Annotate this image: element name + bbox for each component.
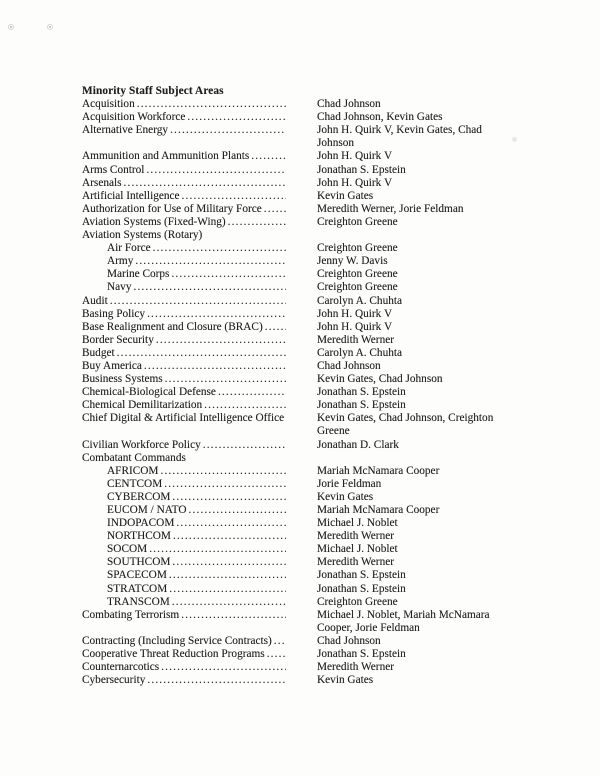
- subject-cell: [82, 124, 317, 137]
- subject-row: [82, 308, 554, 321]
- dotted-leader: [180, 190, 286, 203]
- staff-names: Jenny W. Davis: [317, 255, 388, 268]
- subject-row: [82, 190, 554, 203]
- subject-cell: [82, 504, 317, 517]
- subject-cell: [82, 321, 317, 334]
- subject-cell: [82, 543, 317, 556]
- dotted-leader: [216, 386, 286, 399]
- dotted-leader: [145, 308, 286, 321]
- dotted-leader: [135, 98, 286, 111]
- subject-cell: [82, 491, 317, 504]
- subject-cell: [82, 517, 317, 530]
- subject-row: [82, 412, 554, 438]
- dotted-leader: [169, 268, 286, 281]
- staff-names: Jonathan S. Epstein: [317, 582, 406, 595]
- staff-names: Carolyn A. Chuhta: [317, 294, 403, 307]
- subject-row: [82, 164, 554, 177]
- dotted-leader: [170, 556, 286, 569]
- subject-row: [82, 530, 554, 543]
- subject-row: [82, 295, 554, 308]
- staff-names: Meredith Werner: [317, 556, 394, 569]
- scan-speck-icon: [8, 24, 14, 30]
- staff-names: John H. Quirk V, Kevin Gates, Chad Johnson: [317, 124, 482, 150]
- dotted-leader: [151, 242, 286, 255]
- subject-row: [82, 229, 554, 242]
- subject-row: [82, 216, 554, 229]
- staff-names: Chad Johnson: [317, 634, 381, 647]
- subject-cell: [82, 295, 317, 308]
- staff-names: Jonathan S. Epstein: [317, 648, 406, 661]
- subject-label: Cooperative Threat Reduction Programs: [82, 648, 265, 661]
- dotted-leader: [163, 373, 286, 386]
- subject-label: SOUTHCOM: [107, 556, 171, 569]
- staff-names: Kevin Gates: [317, 189, 374, 202]
- subject-label: Chief Digital & Artificial Intelligence Office: [82, 412, 285, 425]
- subject-label: Aviation Systems (Rotary): [82, 229, 203, 242]
- subject-row: [82, 583, 554, 596]
- staff-names: Mariah McNamara Cooper: [317, 464, 440, 477]
- dotted-leader: [145, 674, 286, 687]
- subject-label: Border Security: [82, 333, 154, 346]
- subject-label: Authorization for Use of Military Force: [82, 202, 262, 215]
- dotted-leader: [168, 124, 286, 137]
- staff-names: Jonathan S. Epstein: [317, 399, 406, 412]
- subject-cell: [82, 111, 317, 124]
- subject-cell: [82, 308, 317, 321]
- subject-cell: [82, 177, 317, 190]
- subject-cell: [82, 465, 317, 478]
- staff-names: Chad Johnson: [317, 359, 381, 372]
- subject-row: [82, 596, 554, 609]
- staff-names: John H. Quirk V: [317, 307, 393, 320]
- staff-names: Michael J. Noblet, Mariah McNamara Cooper, Jorie Feldman: [317, 608, 490, 634]
- subject-cell: [82, 478, 317, 491]
- staff-names: Mariah McNamara Cooper: [317, 504, 440, 516]
- dotted-leader: [158, 465, 286, 478]
- subject-label: Chemical Demilitarization: [82, 399, 203, 412]
- staff-names: Meredith Werner: [317, 530, 394, 543]
- staff-names: Creighton Greene: [317, 215, 398, 228]
- subject-label: SPACECOM: [107, 569, 167, 582]
- staff-names: Meredith Werner, Jorie Feldman: [317, 202, 464, 215]
- subject-cell: [82, 648, 317, 661]
- subject-cell: [82, 347, 317, 360]
- dotted-leader: [262, 203, 286, 216]
- staff-names: Kevin Gates, Chad Johnson: [317, 373, 443, 386]
- staff-names: Creighton Greene: [317, 281, 398, 294]
- subject-row: [82, 648, 554, 661]
- subject-row: [82, 386, 554, 399]
- subject-label: Contracting (Including Service Contracts): [82, 634, 272, 647]
- subject-label: Navy: [107, 281, 132, 294]
- subject-row: [82, 556, 554, 569]
- staff-names: Michael J. Noblet: [317, 517, 398, 530]
- subject-label: Ammunition and Ammunition Plants: [82, 150, 250, 163]
- staff-names: Michael J. Noblet: [317, 543, 398, 556]
- subject-row: [82, 242, 554, 255]
- subject-row: [82, 517, 554, 530]
- subject-row: [82, 255, 554, 268]
- staff-names: Carolyn A. Chuhta: [317, 346, 403, 359]
- subject-label: CYBERCOM: [107, 490, 171, 503]
- subject-label: Combatant Commands: [82, 451, 186, 464]
- subject-label: Business Systems: [82, 373, 163, 386]
- dotted-leader: [263, 321, 286, 334]
- staff-names: Jonathan S. Epstein: [317, 386, 406, 399]
- subject-cell: [82, 190, 317, 203]
- subject-label: AFRICOM: [107, 464, 159, 477]
- dotted-leader: [171, 530, 286, 543]
- subject-row: [82, 465, 554, 478]
- dotted-leader: [187, 504, 286, 517]
- dotted-leader: [174, 517, 286, 530]
- dotted-leader: [108, 295, 286, 308]
- staff-names: Creighton Greene: [317, 268, 398, 281]
- dotted-leader: [167, 583, 286, 596]
- subject-cell: [82, 255, 317, 268]
- subject-cell: [82, 98, 317, 111]
- subject-label: NORTHCOM: [107, 530, 171, 543]
- subject-cell: [82, 635, 317, 648]
- subject-label: Buy America: [82, 359, 142, 372]
- subject-row: [82, 360, 554, 373]
- subject-label: Acquisition: [82, 98, 135, 111]
- dotted-leader: [167, 569, 286, 582]
- subject-label: Artificial Intelligence: [82, 189, 180, 202]
- subject-rows: [82, 98, 554, 687]
- subject-label: EUCOM / NATO: [107, 504, 187, 516]
- staff-names: Jorie Feldman: [317, 477, 382, 490]
- subject-cell: [82, 452, 317, 465]
- dotted-leader: [144, 164, 286, 177]
- staff-names: John H. Quirk V: [317, 150, 393, 163]
- subject-label: Acquisition Workforce: [82, 111, 186, 124]
- subject-cell: [82, 412, 317, 425]
- subject-cell: [82, 281, 317, 294]
- subject-label: Arsenals: [82, 176, 122, 189]
- subject-row: [82, 177, 554, 190]
- dotted-leader: [115, 347, 286, 360]
- dotted-leader: [133, 255, 286, 268]
- subject-label: Chemical-Biological Defense: [82, 386, 216, 399]
- subject-cell: [82, 334, 317, 347]
- staff-names: Jonathan D. Clark: [317, 438, 399, 451]
- dotted-leader: [179, 609, 286, 622]
- staff-names: John H. Quirk V: [317, 320, 393, 333]
- subject-cell: [82, 596, 317, 609]
- dotted-leader: [159, 661, 286, 674]
- subject-cell: [82, 530, 317, 543]
- subject-cell: [82, 268, 317, 281]
- dotted-leader: [162, 478, 286, 491]
- subject-label: Cybersecurity: [82, 674, 146, 687]
- subject-label: Budget: [82, 346, 115, 359]
- staff-names: Kevin Gates, Chad Johnson, Creighton Greene: [317, 412, 494, 438]
- subject-row: [82, 452, 554, 465]
- scan-speck-icon: [47, 24, 53, 30]
- staff-names: Meredith Werner: [317, 333, 394, 346]
- subject-label: Air Force: [107, 242, 151, 255]
- dotted-leader: [147, 543, 286, 556]
- dotted-leader: [154, 334, 286, 347]
- subject-label: Alternative Energy: [82, 124, 169, 137]
- subject-row: [82, 635, 554, 648]
- subject-label: TRANSCOM: [107, 595, 170, 608]
- subject-label: Arms Control: [82, 163, 145, 176]
- subject-cell: [82, 583, 317, 596]
- subject-cell: [82, 203, 317, 216]
- subject-label: CENTCOM: [107, 477, 163, 490]
- subject-row: [82, 373, 554, 386]
- subject-label: Army: [107, 255, 134, 268]
- subject-row: [82, 661, 554, 674]
- staff-names: Kevin Gates: [317, 674, 374, 687]
- dotted-leader: [131, 281, 286, 294]
- subject-cell: [82, 661, 317, 674]
- subject-row: [82, 281, 554, 294]
- subject-row: [82, 504, 554, 517]
- subject-label: Base Realignment and Closure (BRAC): [82, 320, 263, 333]
- subject-cell: [82, 386, 317, 399]
- staff-names: Kevin Gates: [317, 490, 374, 503]
- staff-names: Chad Johnson: [317, 98, 381, 111]
- subject-row: [82, 569, 554, 582]
- subject-row: [82, 543, 554, 556]
- subject-row: [82, 674, 554, 687]
- subject-cell: [82, 609, 317, 622]
- subject-label: INDOPACOM: [107, 517, 175, 530]
- subject-row: [82, 347, 554, 360]
- subject-cell: [82, 229, 317, 242]
- subject-row: [82, 439, 554, 452]
- subject-cell: [82, 556, 317, 569]
- subject-label: Combating Terrorism: [82, 608, 180, 621]
- subject-row: [82, 111, 554, 124]
- subject-cell: [82, 373, 317, 386]
- subject-cell: [82, 674, 317, 687]
- dotted-leader: [122, 177, 286, 190]
- subject-label: Civilian Workforce Policy: [82, 438, 201, 451]
- subject-row: [82, 334, 554, 347]
- subject-cell: [82, 569, 317, 582]
- subject-cell: [82, 399, 317, 412]
- dotted-leader: [170, 596, 286, 609]
- dotted-leader: [201, 439, 286, 452]
- subject-row: [82, 150, 554, 163]
- subject-label: Aviation Systems (Fixed-Wing): [82, 215, 226, 228]
- staff-names: Chad Johnson, Kevin Gates: [317, 111, 443, 124]
- subject-row: [82, 478, 554, 491]
- staff-names: Jonathan S. Epstein: [317, 163, 406, 176]
- subject-cell: [82, 242, 317, 255]
- dotted-leader: [142, 360, 286, 373]
- subject-cell: [82, 360, 317, 373]
- staff-names: Meredith Werner: [317, 661, 394, 674]
- subject-area-list: [82, 85, 554, 687]
- dotted-leader: [202, 399, 286, 412]
- staff-names: Creighton Greene: [317, 595, 398, 608]
- subject-label: Counternarcotics: [82, 661, 160, 674]
- subject-label: Marine Corps: [107, 268, 170, 281]
- subject-cell: [82, 216, 317, 229]
- dotted-leader: [226, 216, 286, 229]
- subject-row: [82, 491, 554, 504]
- subject-cell: [82, 150, 317, 163]
- staff-names: Jonathan S. Epstein: [317, 569, 406, 582]
- dotted-leader: [185, 111, 286, 124]
- staff-names: John H. Quirk V: [317, 176, 393, 189]
- subject-row: [82, 321, 554, 334]
- subject-label: STRATCOM: [107, 582, 168, 595]
- subject-cell: [82, 439, 317, 452]
- dotted-leader: [170, 491, 286, 504]
- subject-label: Basing Policy: [82, 307, 146, 320]
- subject-cell: [82, 164, 317, 177]
- subject-label: SOCOM: [107, 543, 148, 556]
- subject-row: [82, 399, 554, 412]
- subject-row: [82, 124, 554, 150]
- page-title: Minority Staff Subject Areas: [82, 85, 224, 97]
- subject-row: [82, 98, 554, 111]
- dotted-leader: [265, 648, 286, 661]
- staff-names: Creighton Greene: [317, 242, 398, 255]
- subject-row: [82, 609, 554, 635]
- dotted-leader: [272, 635, 286, 648]
- dotted-leader: [249, 150, 286, 163]
- subject-label: Audit: [82, 294, 108, 307]
- subject-row: [82, 268, 554, 281]
- subject-row: [82, 203, 554, 216]
